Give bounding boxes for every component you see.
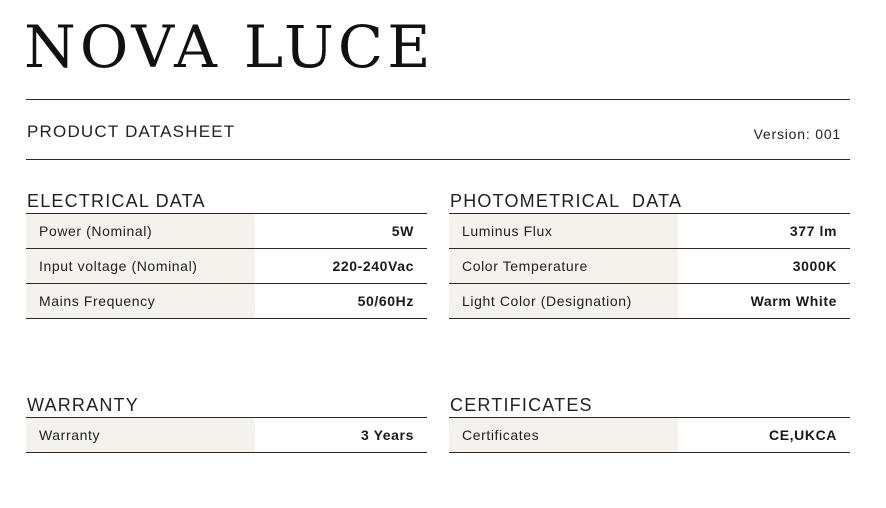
warranty-section bbox=[26, 393, 427, 453]
version-label: Version: 001 bbox=[753, 126, 841, 142]
document-title: PRODUCT DATASHEET bbox=[27, 122, 236, 141]
row-label: Mains Frequency bbox=[26, 284, 255, 318]
table-row bbox=[449, 418, 850, 453]
row-value: 50/60Hz bbox=[357, 293, 414, 309]
row-label: Certificates bbox=[449, 418, 678, 452]
table-row bbox=[26, 284, 427, 319]
row-value: 377 lm bbox=[789, 223, 837, 239]
header-top-divider bbox=[26, 99, 850, 100]
row-value: 3 Years bbox=[361, 427, 414, 443]
section-title: ELECTRICAL DATA bbox=[26, 189, 427, 214]
header-bottom-divider bbox=[26, 159, 850, 160]
electrical-data-section bbox=[26, 189, 427, 319]
row-value: CE,UKCA bbox=[769, 427, 837, 443]
table-row bbox=[26, 214, 427, 249]
row-value: Warm White bbox=[750, 293, 837, 309]
row-label: Input voltage (Nominal) bbox=[26, 249, 255, 283]
table-row bbox=[449, 249, 850, 284]
row-value: 5W bbox=[391, 223, 414, 239]
row-label: Light Color (Designation) bbox=[449, 284, 678, 318]
row-label: Luminus Flux bbox=[449, 214, 678, 248]
row-label: Color Temperature bbox=[449, 249, 678, 283]
row-value: 3000K bbox=[792, 258, 837, 274]
certificates-section bbox=[449, 393, 850, 453]
row-label: Warranty bbox=[26, 418, 255, 452]
table-row bbox=[449, 214, 850, 249]
table-row bbox=[26, 249, 427, 284]
photometrical-data-section bbox=[449, 189, 850, 319]
brand-logo: NOVA LUCE bbox=[24, 13, 435, 81]
table-row bbox=[449, 284, 850, 319]
section-title: WARRANTY bbox=[26, 393, 427, 418]
table-row bbox=[26, 418, 427, 453]
row-label: Power (Nominal) bbox=[26, 214, 255, 248]
section-title: CERTIFICATES bbox=[449, 393, 850, 418]
row-value: 220-240Vac bbox=[332, 258, 414, 274]
section-title: PHOTOMETRICAL DATA bbox=[449, 189, 850, 214]
